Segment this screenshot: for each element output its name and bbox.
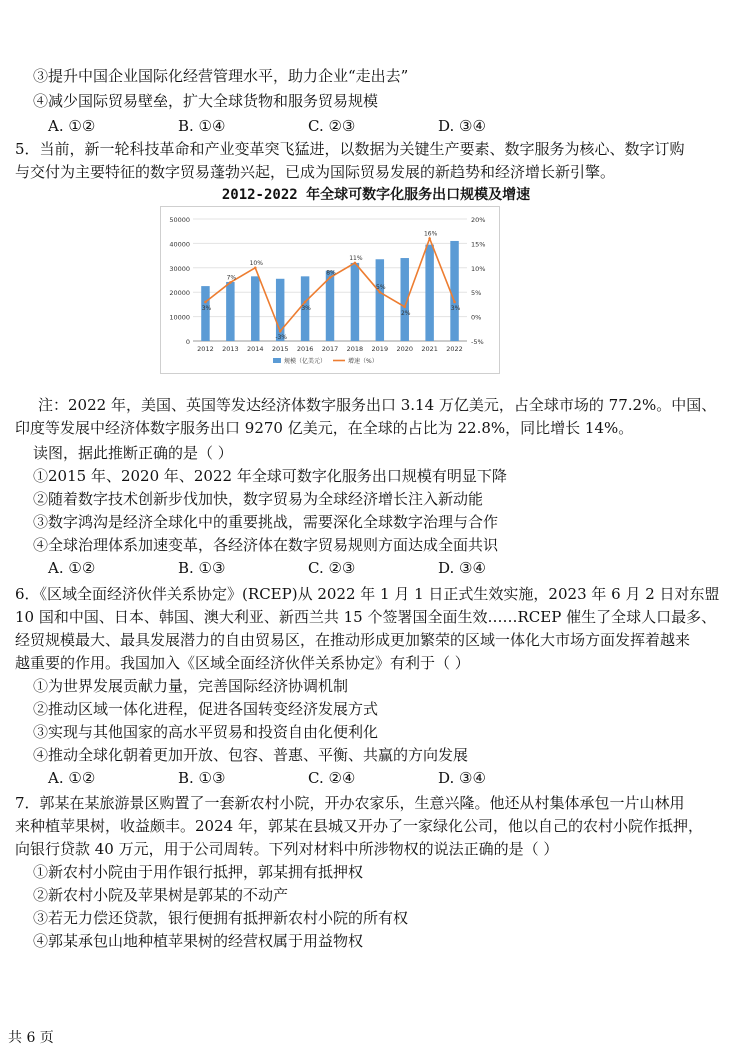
growth-point — [279, 330, 282, 333]
chart-title: 2012-2022 年全球可数字化服务出口规模及增速 — [221, 187, 531, 203]
q7-stem-1: 7．郭某在某旅游景区购置了一套新农村小院，开办农家乐，生意兴隆。他还从村集体承包一片山林用 — [15, 794, 685, 812]
left-tick-label: 40000 — [169, 240, 190, 249]
right-tick-label: 20% — [471, 216, 486, 224]
left-tick-label: 20000 — [169, 289, 190, 298]
growth-point — [379, 291, 382, 294]
chart-container — [160, 206, 500, 374]
x-tick-label: 2016 — [296, 345, 314, 353]
option-b[interactable]: B. ①④ — [178, 117, 226, 135]
q7-choice-3: ③若无力偿还贷款，银行便拥有抵押新农村小院的所有权 — [33, 909, 409, 927]
option-d[interactable]: D. ③④ — [438, 117, 486, 135]
option-b[interactable]: B. ①③ — [178, 769, 226, 787]
q5-question: 读图，据此推断正确的是（ ） — [33, 444, 233, 462]
x-tick-label: 2012 — [197, 345, 214, 353]
x-tick-label: 2017 — [321, 345, 339, 353]
q5-choice-4: ④全球治理体系加速变革，各经济体在数字贸易规则方面达成全面共识 — [33, 536, 499, 554]
q7-choice-2: ②新农村小院及苹果树是郭某的不动产 — [33, 886, 289, 904]
data-label: 7% — [226, 274, 237, 282]
q7-choice-1: ①新农村小院由于用作银行抵押，郭某拥有抵押权 — [33, 863, 364, 881]
chart-svg — [161, 207, 499, 373]
x-tick-label: 2019 — [371, 345, 389, 353]
data-label: 10% — [249, 259, 263, 267]
growth-point — [453, 301, 456, 304]
bar — [376, 259, 384, 341]
growth-point — [229, 281, 232, 284]
page-footer: 共 6 页 — [8, 1030, 54, 1046]
x-tick-label: 2020 — [396, 345, 414, 353]
note-line-1: 注：2022 年，美国、英国等发达经济体数字服务出口 3.14 万亿美元，占全球市场的 77.2%。中国、 — [38, 396, 717, 414]
left-tick-label: 0 — [185, 338, 190, 346]
q7-stem-3: 向银行贷款 40 万元，用于公司周转。下列对材料中所涉物权的说法正确的是（ ） — [15, 840, 559, 858]
option-c[interactable]: C. ②④ — [308, 769, 356, 787]
data-label: 16% — [423, 230, 438, 238]
right-tick-label: -5% — [471, 338, 484, 346]
option-d[interactable]: D. ③④ — [438, 769, 486, 787]
option-a[interactable]: A. ①② — [48, 559, 96, 577]
left-tick-label: 30000 — [169, 264, 190, 273]
q6-choice-3: ③实现与其他国家的高水平贸易和投资自由化便利化 — [33, 723, 379, 741]
left-tick-label: 10000 — [169, 313, 190, 322]
q5-stem-2: 与交付为主要特征的数字贸易蓬勃兴起，已成为国际贸易发展的新趋势和经济增长新引擎。 — [15, 163, 616, 181]
x-tick-label: 2015 — [271, 345, 289, 353]
bar — [251, 276, 259, 341]
right-tick-label: 10% — [471, 264, 486, 273]
q5-choice-1: ①2015 年、2020 年、2022 年全球可数字化服务出口规模有明显下降 — [33, 467, 507, 485]
option-c[interactable]: C. ②③ — [308, 117, 356, 135]
data-label: 3% — [450, 304, 461, 312]
q6-choice-4: ④推动全球化朝着更加开放、包容、普惠、平衡、共赢的方向发展 — [33, 746, 469, 764]
q6-stem-2: 10 国和中国、日本、韩国、澳大利亚、新西兰共 15 个签署国全面生效……RCEP 催生了全球人口最多、 — [15, 608, 717, 626]
option-d[interactable]: D. ③④ — [438, 559, 486, 577]
x-tick-label: 2021 — [421, 345, 438, 353]
growth-point — [354, 262, 357, 265]
legend-bar-swatch — [273, 358, 281, 363]
data-label: 2% — [400, 309, 411, 317]
q6-choice-2: ②推动区域一体化进程，促进各国转变经济发展方式 — [33, 700, 379, 718]
data-label: 3% — [301, 304, 311, 312]
growth-point — [204, 301, 207, 304]
right-tick-label: 5% — [471, 289, 482, 298]
right-tick-label: 0% — [471, 313, 482, 322]
q5-choice-2: ②随着数字技术创新步伐加快，数字贸易为全球经济增长注入新动能 — [33, 490, 484, 508]
q5-stem-1: 5．当前，新一轮科技革命和产业变革突飞猛进，以数据为关键生产要素、数字服务为核心、数字订购 — [15, 140, 685, 158]
bar — [201, 286, 209, 341]
option-b[interactable]: B. ①③ — [178, 559, 226, 577]
data-label: -3% — [275, 334, 288, 342]
right-tick-label: 15% — [471, 240, 486, 249]
data-label: 5% — [376, 284, 386, 292]
q6-choice-1: ①为世界发展贡献力量，完善国际经济协调机制 — [33, 677, 349, 695]
option-a[interactable]: A. ①② — [48, 769, 96, 787]
data-label: 8% — [326, 269, 336, 277]
q4-choice-3: ③提升中国企业国际化经营管理水平，助力企业“走出去” — [33, 67, 409, 85]
q5-choice-3: ③数字鸿沟是经济全球化中的重要挑战，需要深化全球数字治理与合作 — [33, 513, 499, 531]
growth-point — [304, 301, 307, 304]
growth-point — [403, 306, 406, 309]
q7-stem-2: 来种植苹果树，收益颇丰。2024 年，郭某在县城又开办了一家绿化公司，他以自己的农村小院作抵押， — [15, 817, 703, 835]
x-tick-label: 2018 — [346, 345, 364, 353]
q4-choice-4: ④减少国际贸易壁垒，扩大全球货物和服务贸易规模 — [33, 92, 379, 110]
growth-point — [428, 237, 431, 240]
x-tick-label: 2014 — [246, 345, 264, 353]
x-tick-label: 2022 — [446, 345, 463, 353]
bar — [450, 241, 458, 341]
data-label: 11% — [349, 254, 363, 262]
option-c[interactable]: C. ②③ — [308, 559, 356, 577]
q6-stem-4: 越重要的作用。我国加入《区域全面经济伙伴关系协定》有利于（ ） — [15, 654, 470, 672]
q6-stem-1: 6．《区域全面经济伙伴关系协定》(RCEP)从 2022 年 1 月 1 日正式生效实施，2023 年 6 月 2 日对东盟 — [15, 585, 720, 603]
legend-line-label: 增速（%） — [348, 358, 378, 365]
option-a[interactable]: A. ①② — [48, 117, 96, 135]
bar — [425, 245, 433, 341]
left-tick-label: 50000 — [169, 216, 190, 224]
q6-stem-3: 经贸规模最大、最具发展潜力的自由贸易区，在推动形成更加繁荣的区域一体化大市场方面发挥着越来 — [15, 631, 691, 649]
bar — [351, 263, 359, 341]
legend-bar-label: 规模（亿美元） — [284, 358, 327, 365]
x-tick-label: 2013 — [222, 345, 239, 353]
q7-choice-4: ④郭某承包山地种植苹果树的经营权属于用益物权 — [33, 932, 364, 950]
growth-point — [254, 267, 257, 270]
bar — [226, 282, 234, 341]
data-label: 3% — [201, 304, 212, 312]
note-line-2: 印度等发展中经济体数字服务出口 9270 亿美元，在全球的占比为 22.8%，同比增长 14%。 — [15, 419, 634, 437]
growth-point — [329, 276, 332, 279]
